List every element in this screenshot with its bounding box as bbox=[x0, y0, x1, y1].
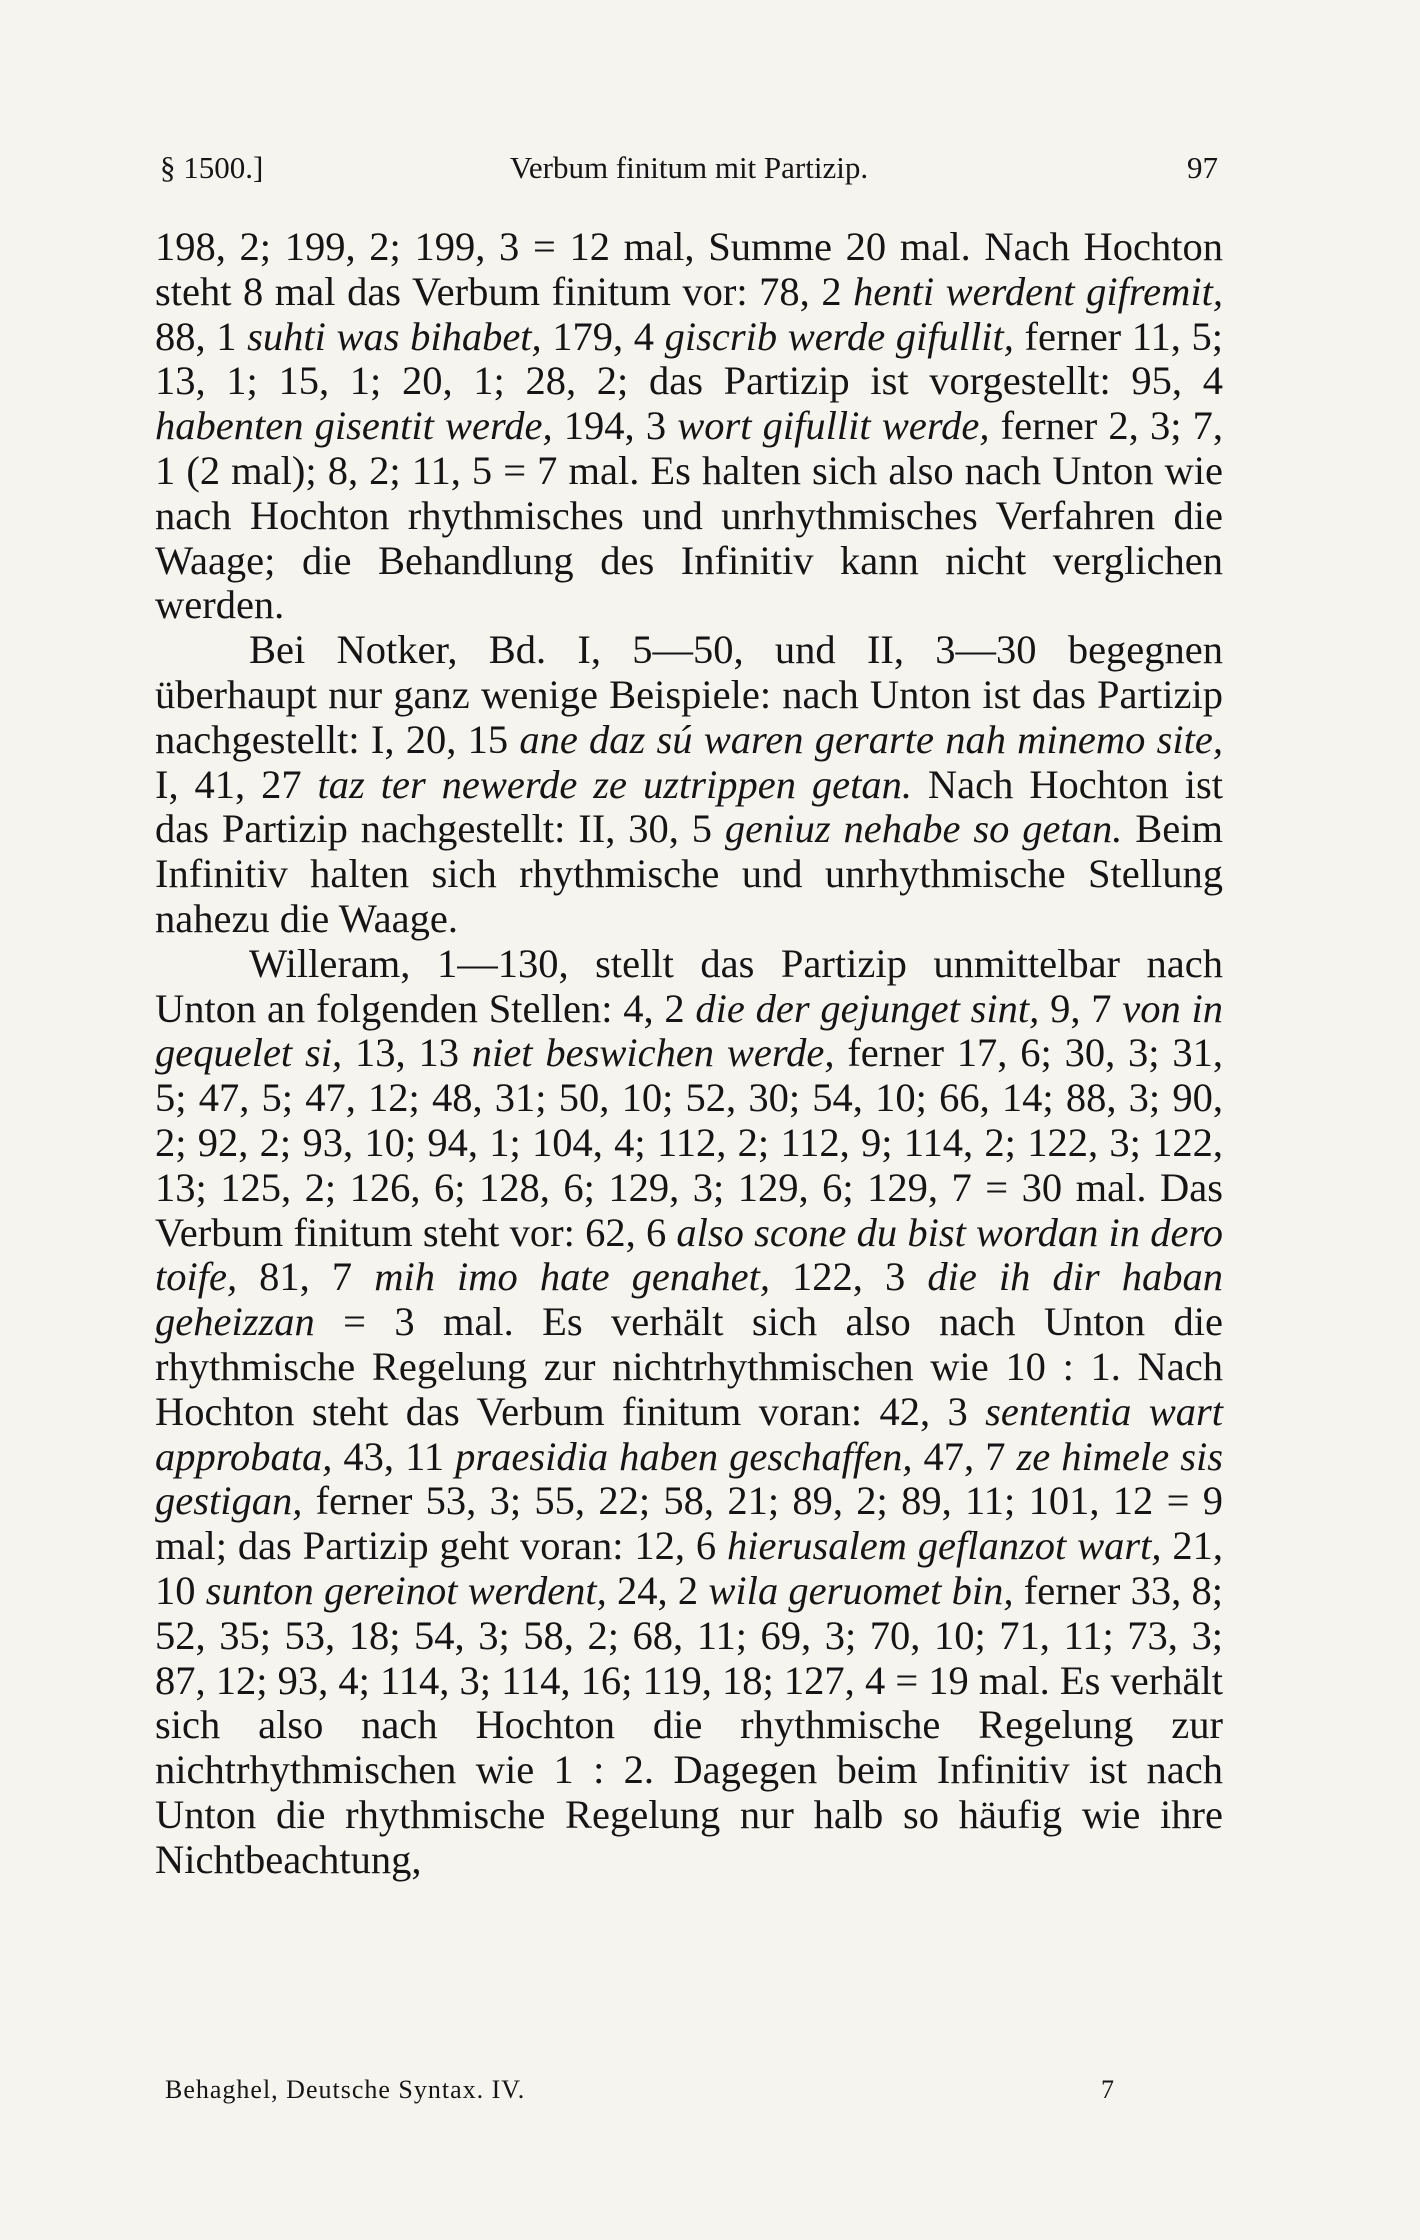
cited-example: also scone du bist wordan in dero toife, bbox=[155, 1209, 1224, 1300]
cited-example: wila geruomet bin, bbox=[708, 1567, 1014, 1613]
cited-example: ze himele sis gestigan, bbox=[155, 1433, 1224, 1524]
text-run: ferner 17, 6; 30, 3; 31, 5; 47, 5; 47, 12; 48, 31; 50, 10; 52, 30; 54, 10; 66, 14; 88, 3; 90, 2; 92, 2; 93, 10; 94, 1; 104, 4; 112, 2; 112, 9; 114, 2; 122, 3; 122, 13; 125, 2; 126, 6; 128, 6; 129, 3; 129, 6; 129, 7 = 30 mal. Das Verbum finitum steht vor: 62, 6 bbox=[155, 1030, 1224, 1255]
text-run: ferner 11, 5; 13, 1; 15, 1; 20, 1; 28, 2; das Partizip ist vorgestellt: 95, 4 bbox=[155, 313, 1223, 404]
body-text bbox=[155, 225, 1223, 1882]
cited-example: ane daz sú waren gerarte nah minemo site, bbox=[519, 716, 1223, 762]
text-run: 122, 3 bbox=[769, 1254, 928, 1300]
text-run: ferner 53, 3; 55, 22; 58, 21; 89, 2; 89, 11; 101, 12 = 9 mal; das Partizip geht voran: 12, 6 bbox=[155, 1478, 1223, 1569]
text-run: 198, 2; 199, 2; 199, 3 = 12 mal, Summe 20 mal. Nach Hochton steht 8 mal das Verbum finitum vor: 78, 2 bbox=[155, 224, 1223, 314]
text-run: Willeram, 1—130, stellt das Partizip unmittelbar nach Unton an folgenden Stellen: 4, 2 bbox=[155, 940, 1223, 1031]
cited-example: habenten gisentit werde, bbox=[155, 403, 553, 449]
cited-example: die der gejunget sint, bbox=[695, 985, 1040, 1031]
text-run: Nach Hochton ist das Partizip nachgestellt: II, 30, 5 bbox=[155, 761, 1223, 852]
text-run: 43, 11 bbox=[332, 1433, 456, 1479]
cited-example: hierusalem geflanzot wart, bbox=[726, 1523, 1162, 1569]
text-run: Bei Notker, Bd. I, 5—50, und II, 3—30 begegnen überhaupt nur ganz wenige Beispiele: nach Unton ist das Partizip nachgestellt: I, 20, 15 bbox=[155, 627, 1223, 762]
text-run: 81, 7 bbox=[237, 1254, 375, 1300]
text-run: 194, 3 bbox=[552, 403, 678, 449]
cited-example: sunton gereinot werdent, bbox=[205, 1567, 607, 1613]
text-run: 88, 1 bbox=[155, 313, 248, 359]
cited-example: wort gifullit werde, bbox=[677, 403, 990, 449]
paragraph bbox=[155, 942, 1223, 1883]
paragraph bbox=[155, 628, 1223, 942]
text-run: 13, 13 bbox=[342, 1030, 472, 1076]
cited-example: sententia wart approbata, bbox=[155, 1388, 1224, 1479]
cited-example: niet beswichen werde, bbox=[471, 1030, 835, 1076]
signature-line: Behaghel, Deutsche Syntax. IV. bbox=[165, 2075, 526, 2104]
cited-example: die ih dir haban geheizzan bbox=[155, 1254, 1224, 1345]
sheet-number: 7 bbox=[1101, 2075, 1115, 2104]
cited-example: von in gequelet si, bbox=[155, 985, 1224, 1076]
text-run: 9, 7 bbox=[1039, 985, 1123, 1031]
running-title: Verbum finitum mit Partizip. bbox=[509, 150, 869, 185]
text-run: Beim Infinitiv halten sich rhythmische und unrhythmische Stellung nahezu die Waage. bbox=[155, 806, 1223, 941]
page-number: 97 bbox=[1187, 150, 1218, 185]
section-marker: § 1500.] bbox=[160, 150, 264, 185]
page-footer bbox=[165, 2075, 1115, 2115]
cited-example: taz ter newerde ze uztrippen getan. bbox=[317, 761, 912, 807]
text-run: = 3 mal. Es verhält sich also nach Unton die rhythmische Regelung zur nichtrhythmischen wie 10 : 1. Nach Hochton steht das Verbum finitum voran: 42, 3 bbox=[155, 1299, 1223, 1434]
text-run: I, 41, 27 bbox=[155, 761, 318, 807]
text-run: 24, 2 bbox=[606, 1567, 709, 1613]
cited-example: mih imo hate genahet, bbox=[374, 1254, 770, 1300]
text-run: 179, 4 bbox=[541, 313, 665, 359]
cited-example: suhti was bihabet, bbox=[247, 313, 542, 359]
cited-example: henti werdent gifremit, bbox=[853, 268, 1223, 314]
text-run: ferner 33, 8; 52, 35; 53, 18; 54, 3; 58, 2; 68, 11; 69, 3; 70, 10; 71, 11; 73, 3; 87, 12; 93, 4; 114, 3; 114, 16; 119, 18; 127, 4 = 19 mal. Es verhält sich also nach Hochton die rhythmische Regelung zur nichtrhythmischen wie 1 : 2. Dagegen beim Infinitiv ist nach Unton die rhythmische Regelung nur halb so häufig wie ihre Nichtbeachtung, bbox=[155, 1567, 1224, 1882]
text-run: ferner 2, 3; 7, 1 (2 mal); 8, 2; 11, 5 = 7 mal. Es halten sich also nach Unton wie nach Hochton rhythmisches und unrhythmisches Verfahren die Waage; die Behandlung des Infinitiv kann nicht verglichen werden. bbox=[155, 403, 1224, 628]
cited-example: giscrib werde gifullit, bbox=[664, 313, 1014, 359]
cited-example: geniuz nehabe so getan. bbox=[724, 806, 1123, 852]
cited-example: praesidia haben geschaffen, bbox=[455, 1433, 913, 1479]
paragraph bbox=[155, 225, 1223, 628]
text-run: 47, 7 bbox=[912, 1433, 1017, 1479]
text-run: 21, 10 bbox=[155, 1523, 1224, 1613]
running-head bbox=[160, 140, 1218, 190]
